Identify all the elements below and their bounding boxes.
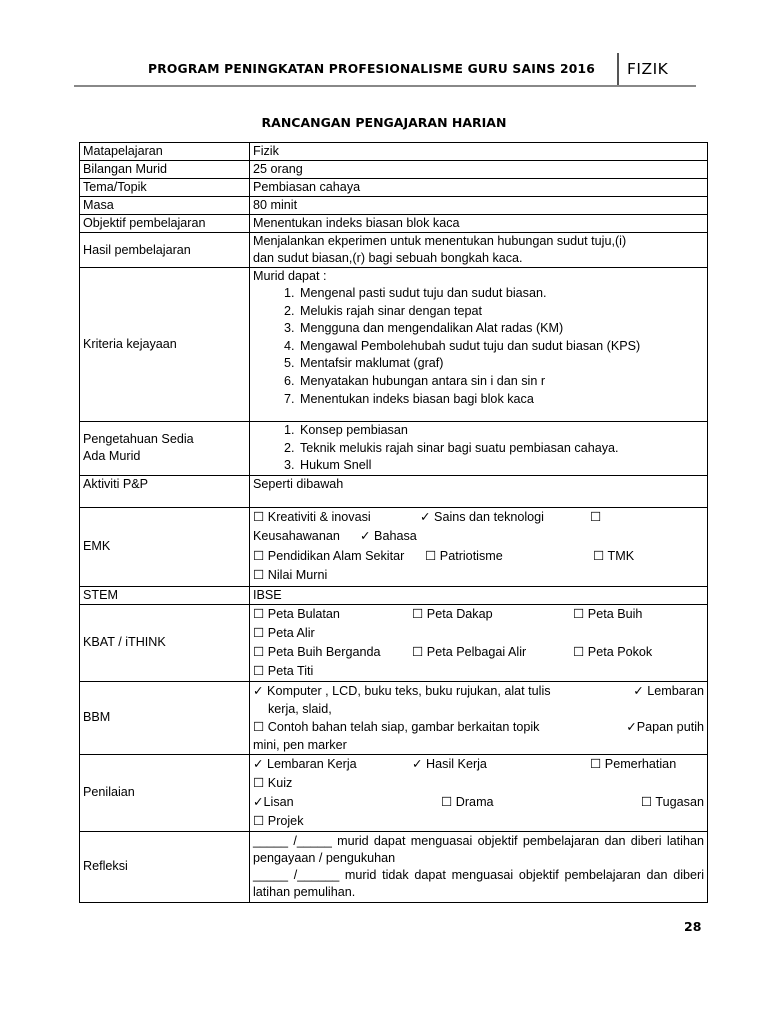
pengetahuan-item: 1. Konsep pembiasan — [298, 422, 704, 440]
kriteria-item: 2. Melukis rajah sinar dengan tepat — [298, 303, 704, 321]
hasil-line-2: dan sudut biasan,(r) bagi sebuah bongkah kaca. — [253, 251, 523, 265]
label-stem: STEM — [80, 586, 250, 604]
row-tema — [80, 179, 708, 197]
value-penilaian — [250, 754, 708, 831]
label-kriteria: Kriteria kejayaan — [80, 268, 250, 422]
value-tema: Pembiasan cahaya — [250, 179, 708, 197]
value-bilangan-murid: 25 orang — [250, 161, 708, 179]
kbat-peta-alir: ☐ Peta Alir — [253, 625, 315, 640]
bbm-papan-putih: ✓Papan putih — [626, 719, 704, 734]
emk-tmk: ☐ TMK — [593, 548, 635, 563]
refleksi-paragraph-1: _____ /_____ murid dapat menguasai objektif pembelajaran dan diberi latihan pengayaan / pengukuhan — [253, 833, 704, 865]
page-number: 28 — [684, 919, 702, 934]
label-objektif: Objektif pembelajaran — [80, 215, 250, 233]
emk-line-3 — [253, 547, 704, 567]
label-tema: Tema/Topik — [80, 179, 250, 197]
lesson-plan-table — [79, 142, 708, 903]
value-masa: 80 minit — [250, 197, 708, 215]
label-masa: Masa — [80, 197, 250, 215]
kbat-peta-pokok: ☐ Peta Pokok — [573, 644, 653, 659]
hasil-line-1: Menjalankan ekperimen untuk menentukan hubungan sudut tuju,(i) — [253, 234, 627, 248]
pengetahuan-item: 3. Hukum Snell — [298, 457, 704, 475]
label-aktiviti: Aktiviti P&P — [80, 475, 250, 507]
bbm-line-2: kerja, slaid, — [268, 701, 332, 716]
row-hasil — [80, 233, 708, 268]
value-stem: IBSE — [250, 586, 708, 604]
emk-bahasa: ✓ Bahasa — [360, 529, 417, 544]
label-refleksi: Refleksi — [80, 831, 250, 902]
row-emk — [80, 507, 708, 586]
kriteria-item: 4. Mengawal Pembolehubah sudut tuju dan sudut biasan (KPS) — [298, 338, 704, 356]
document-title: RANCANGAN PENGAJARAN HARIAN — [261, 115, 507, 130]
emk-kreativiti: ☐ Kreativiti & inovasi — [253, 509, 371, 524]
emk-sains-teknologi: ✓ Sains dan teknologi — [420, 509, 544, 524]
label-bilangan-murid: Bilangan Murid — [80, 161, 250, 179]
penilaian-line-1 — [253, 755, 704, 774]
value-matapelajaran: Fizik — [250, 143, 708, 161]
kbat-line-3 — [253, 643, 704, 662]
bbm-line-3 — [253, 718, 704, 736]
value-aktiviti: Seperti dibawah — [250, 475, 708, 507]
emk-nilai-murni: ☐ Nilai Murni — [253, 568, 328, 583]
bbm-contoh-bahan: ☐ Contoh bahan telah siap, gambar berkaitan topik — [253, 719, 540, 734]
label-emk: EMK — [80, 507, 250, 586]
value-bbm — [250, 681, 708, 754]
bbm-komputer: ✓ Komputer , LCD, buku teks, buku rujukan, alat tulis — [253, 683, 551, 698]
penilaian-projek: ☐ Projek — [253, 813, 304, 828]
pengetahuan-label-line-1: Pengetahuan Sedia — [83, 432, 194, 447]
value-hasil — [250, 233, 708, 268]
emk-checkbox: ☐ — [590, 509, 602, 524]
label-bbm: BBM — [80, 681, 250, 754]
emk-patriotisme: ☐ Patriotisme — [425, 548, 503, 563]
value-kriteria — [250, 268, 708, 422]
label-hasil: Hasil pembelajaran — [80, 233, 250, 268]
kbat-peta-buih-berganda: ☐ Peta Buih Berganda — [253, 644, 381, 659]
penilaian-kuiz: ☐ Kuiz — [253, 775, 293, 790]
row-stem — [80, 586, 708, 604]
value-pengetahuan — [250, 422, 708, 476]
kbat-peta-titi: ☐ Peta Titi — [253, 663, 314, 678]
label-kbat: KBAT / iTHINK — [80, 604, 250, 681]
emk-line-2 — [253, 527, 704, 547]
kriteria-item: 1. Mengenal pasti sudut tuju dan sudut biasan. — [298, 285, 704, 303]
value-kbat — [250, 604, 708, 681]
refleksi-paragraph-2: _____ /______ murid tidak dapat menguasai objektif pembelajaran dan diberi latihan pemulihan. — [253, 867, 704, 899]
penilaian-lembaran-kerja: ✓ Lembaran Kerja — [253, 756, 357, 771]
program-header: PROGRAM PENINGKATAN PROFESIONALISME GURU SAINS 2016 — [148, 62, 596, 76]
emk-alam-sekitar: ☐ Pendidikan Alam Sekitar — [253, 548, 405, 563]
penilaian-tugasan: ☐ Tugasan — [640, 794, 704, 809]
kbat-peta-bulatan: ☐ Peta Bulatan — [253, 606, 340, 621]
row-penilaian — [80, 754, 708, 831]
kbat-peta-buih: ☐ Peta Buih — [573, 606, 643, 621]
label-pengetahuan — [80, 422, 250, 476]
row-kbat — [80, 604, 708, 681]
penilaian-pemerhatian: ☐ Pemerhatian — [590, 756, 677, 771]
value-emk — [250, 507, 708, 586]
row-kriteria — [80, 268, 708, 422]
penilaian-line-3 — [253, 793, 704, 812]
row-objektif — [80, 215, 708, 233]
bbm-lembaran: ✓ Lembaran — [633, 683, 704, 698]
value-objektif: Menentukan indeks biasan blok kaca — [250, 215, 708, 233]
pengetahuan-list — [253, 422, 704, 475]
emk-keusahawanan: Keusahawanan — [253, 529, 340, 544]
subject-header: FIZIK — [627, 60, 669, 78]
bbm-line-4: mini, pen marker — [253, 737, 347, 752]
penilaian-lisan: ✓Lisan — [253, 794, 294, 809]
kriteria-list — [253, 285, 704, 408]
emk-line-1 — [253, 508, 704, 528]
row-bbm — [80, 681, 708, 754]
label-matapelajaran: Matapelajaran — [80, 143, 250, 161]
kriteria-item: 6. Menyatakan hubungan antara sin i dan sin r — [298, 373, 704, 391]
penilaian-hasil-kerja: ✓ Hasil Kerja — [412, 756, 487, 771]
value-refleksi — [250, 831, 708, 902]
pengetahuan-item: 2. Teknik melukis rajah sinar bagi suatu pembiasan cahaya. — [298, 440, 704, 458]
kbat-peta-pelbagai-alir: ☐ Peta Pelbagai Alir — [412, 644, 527, 659]
row-bilangan-murid — [80, 161, 708, 179]
kriteria-item: 5. Mentafsir maklumat (graf) — [298, 355, 704, 373]
header-rule — [74, 85, 696, 87]
header-divider — [617, 53, 619, 87]
kriteria-intro: Murid dapat : — [253, 269, 327, 283]
kriteria-item: 3. Mengguna dan mengendalikan Alat radas (KM) — [298, 320, 704, 338]
pengetahuan-label-line-2: Ada Murid — [83, 449, 141, 464]
bbm-line-1 — [253, 682, 704, 700]
row-refleksi — [80, 831, 708, 902]
row-pengetahuan — [80, 422, 708, 476]
label-penilaian: Penilaian — [80, 754, 250, 831]
row-masa — [80, 197, 708, 215]
kbat-peta-dakap: ☐ Peta Dakap — [412, 606, 493, 621]
row-matapelajaran — [80, 143, 708, 161]
kriteria-item: 7. Menentukan indeks biasan bagi blok kaca — [298, 391, 704, 409]
penilaian-drama: ☐ Drama — [440, 794, 494, 809]
row-aktiviti — [80, 475, 708, 507]
kbat-line-1 — [253, 605, 704, 624]
